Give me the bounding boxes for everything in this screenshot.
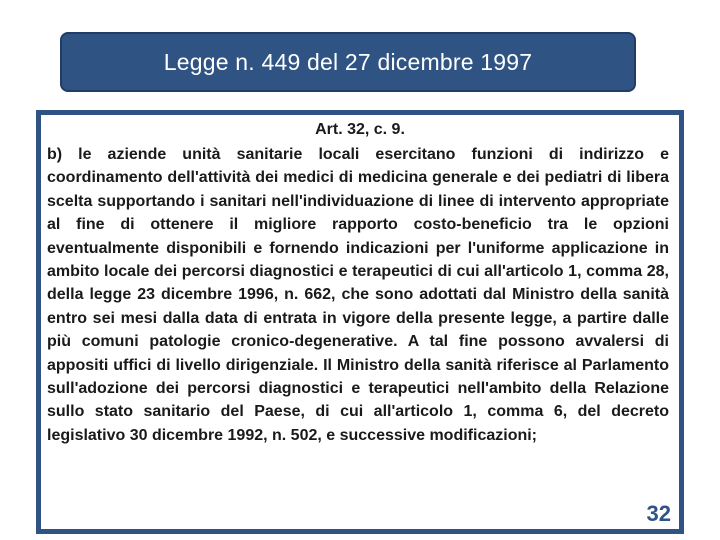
content-frame: [36, 110, 684, 534]
page-number: 32: [646, 501, 671, 526]
title-banner: [60, 32, 636, 92]
article-text: b) le aziende unità sanitarie locali esercitano funzioni di indirizzo e coordinamento dell'attività dei medici di medicina generale e dei pediatri di libera scelta supportando i sanitari nell'individuazione di linee di intervento appropriate al fine di ottenere il migliore rapporto costo-beneficio tra le opzioni eventualmente disponibili e fornendo indicazioni per l'uniforme applicazione in ambito locale dei percorsi diagnostici e terapeutici di cui all'articolo 1, comma 28, della legge 23 dicembre 1996, n. 662, che sono adottati dal Ministro della sanità entro sei mesi dalla data di entrata in vigore della presente legge, a partire dalle più comuni patologie cronico-degenerative. A tal fine possono avvalersi di appositi uffici di livello dirigenziale. Il Ministro della sanità riferisce al Parlamento sull'adozione dei percorsi diagnostici e terapeutici nell'ambito della Relazione sullo stato sanitario del Paese, di cui all'articolo 1, comma 6, del decreto legislativo 30 dicembre 1992, n. 502, e successive modificazioni;: [47, 146, 669, 444]
slide-title: Legge n. 449 del 27 dicembre 1997: [163, 48, 533, 75]
article-reference: Art. 32, c. 9.: [315, 121, 405, 138]
